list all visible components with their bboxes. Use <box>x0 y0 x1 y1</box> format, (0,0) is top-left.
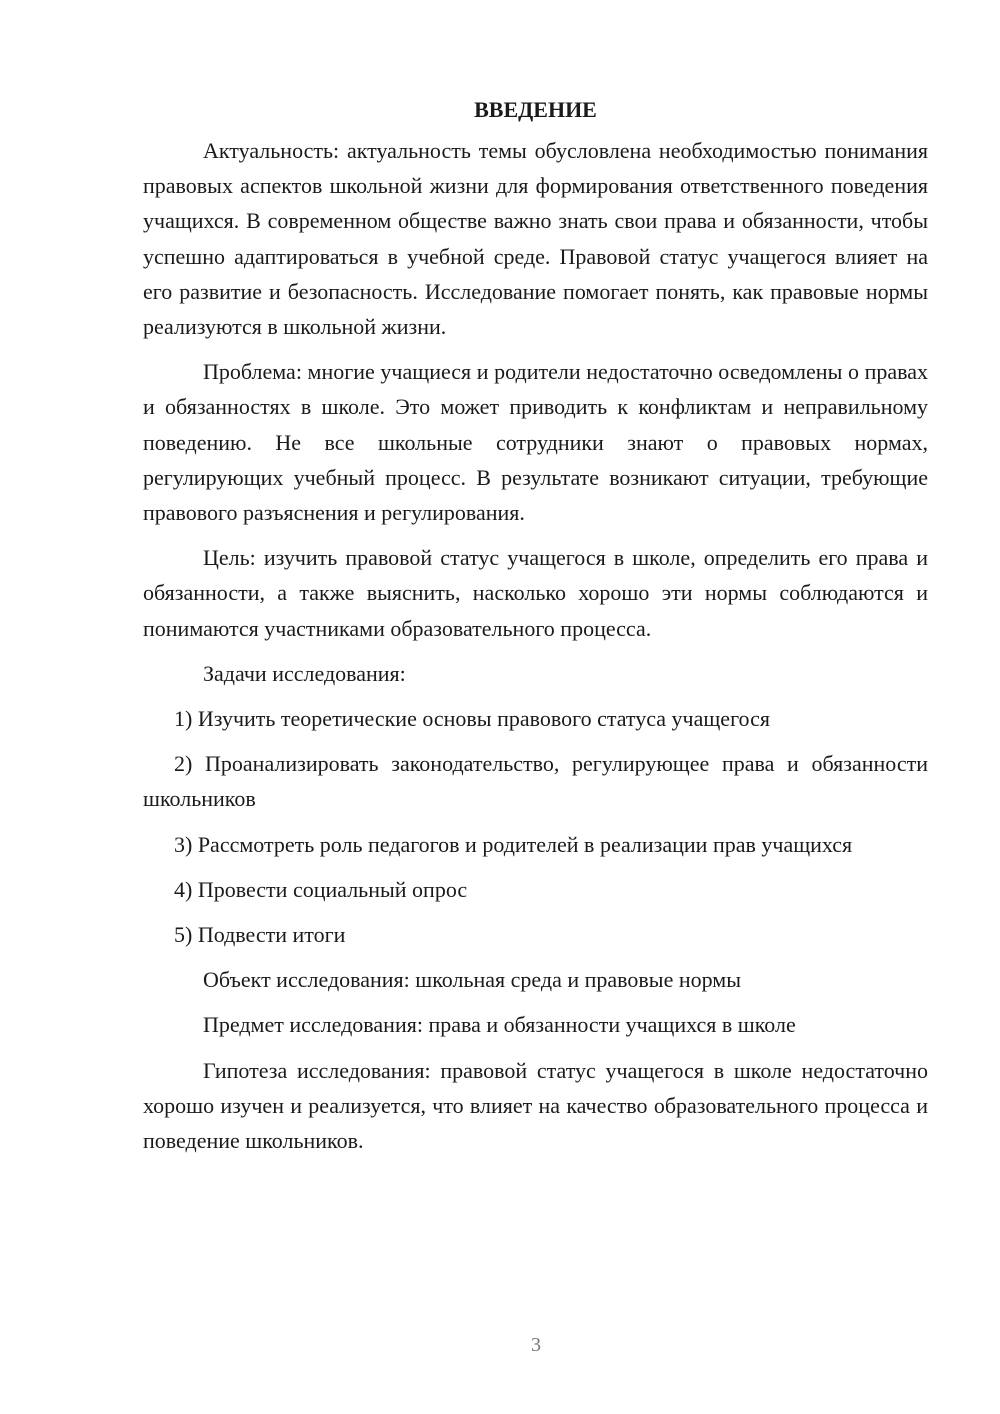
task-item-1: 1) Изучить теоретические основы правового статуса учащегося <box>174 706 770 732</box>
document-page <box>143 92 928 1168</box>
task-item-4: 4) Провести социальный опрос <box>174 876 468 902</box>
task-item-3: 3) Рассмотреть роль педагогов и родителей в реализации прав учащихся <box>174 831 853 857</box>
tasks-heading: Задачи исследования: <box>203 660 406 686</box>
task-item-2: 2) Проанализировать законодательство, регулирующее права и обязанности школьников <box>143 751 928 812</box>
hypothesis-paragraph: Гипотеза исследования: правовой статус учащегося в школе недостаточно хорошо изучен и реализуется, что влияет на качество образовательного процесса и поведение школьников. <box>143 1057 928 1154</box>
subject-paragraph: Предмет исследования: права и обязанности учащихся в школе <box>203 1012 796 1038</box>
relevance-paragraph: Актуальность: актуальность темы обусловлена необходимостью понимания правовых аспектов школьной жизни для формирования ответственного поведения учащихся. В современном обществе важно знать свои права и обязанности, чтобы успешно адаптироваться в учебной среде. Правовой статус учащегося влияет на его развитие и безопасность. Исследование помогает понять, как правовые нормы реализуются в школьной жизни. <box>143 138 928 340</box>
goal-paragraph: Цель: изучить правовой статус учащегося в школе, определить его права и обязанности, а также выяснить, насколько хорошо эти нормы соблюдаются и понимаются участниками образовательного процесса. <box>143 545 928 641</box>
object-paragraph: Объект исследования: школьная среда и правовые нормы <box>203 967 741 993</box>
task-item-5: 5) Подвести итоги <box>174 922 346 948</box>
page-number: 3 <box>531 1334 541 1356</box>
page-title: ВВЕДЕНИЕ <box>474 97 597 122</box>
problem-paragraph: Проблема: многие учащиеся и родители недостаточно осведомлены о правах и обязанностях в школе. Это может приводить к конфликтам и неправильному поведению. Не все школьные сотрудники знают о правовых нормах, регулирующих учебный процесс. В результате возникают ситуации, требующие правового разъяснения и регулирования. <box>143 359 928 526</box>
